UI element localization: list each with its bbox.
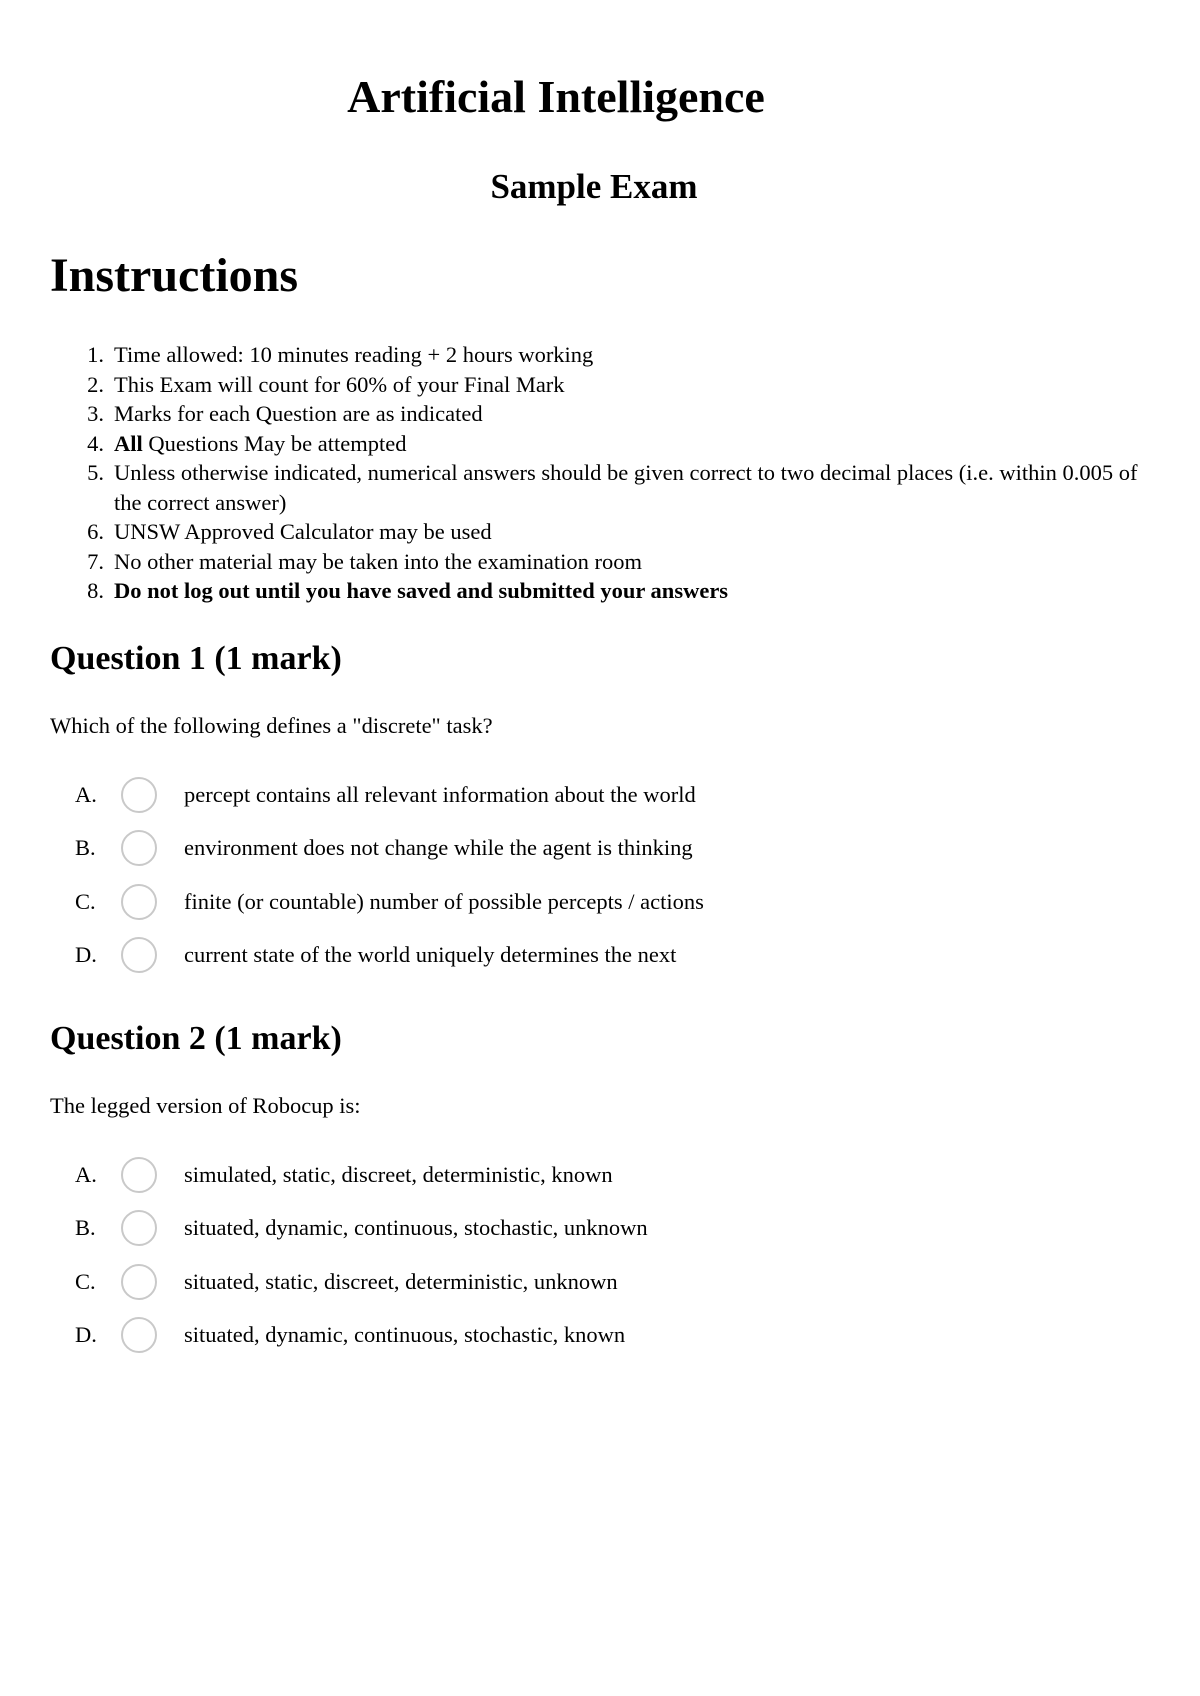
instruction-bold-lead: All — [114, 430, 143, 456]
option-text: environment does not change while the agent is thinking — [184, 835, 693, 861]
instruction-text: UNSW Approved Calculator may be used — [114, 519, 492, 544]
option-letter: C. — [75, 1268, 96, 1294]
instruction-number: 7. — [87, 548, 104, 574]
instructions-list — [50, 340, 1160, 606]
question-2-option-c[interactable] — [0, 1255, 1100, 1309]
option-letter: B. — [75, 1215, 96, 1241]
instruction-item — [50, 547, 1160, 577]
option-letter: A. — [75, 1161, 97, 1187]
instruction-item — [50, 429, 1160, 459]
instructions-heading: Instructions — [50, 249, 299, 302]
option-radio[interactable] — [121, 937, 157, 973]
question-1-option-c[interactable] — [0, 875, 1100, 929]
question-2-options — [0, 1148, 1100, 1362]
option-radio[interactable] — [121, 830, 157, 866]
instruction-item — [50, 399, 1160, 429]
option-letter: B. — [75, 835, 96, 861]
option-text: situated, static, discreet, deterministic, unknown — [184, 1268, 618, 1294]
instruction-item — [50, 517, 1160, 547]
question-2-prompt: The legged version of Robocup is: — [50, 1093, 361, 1118]
instruction-number: 5. — [87, 460, 104, 485]
instruction-text: Unless otherwise indicated, numerical answers should be given correct to two decimal places (i.e. within 0.005 of the correct answer) — [114, 460, 1138, 515]
question-2-option-a[interactable] — [0, 1148, 1100, 1202]
option-text: finite (or countable) number of possible percepts / actions — [184, 888, 704, 914]
instruction-text: Time allowed: 10 minutes reading + 2 hours working — [114, 342, 594, 367]
option-letter: C. — [75, 888, 96, 914]
instruction-number: 6. — [87, 519, 104, 544]
question-2-option-d[interactable] — [0, 1309, 1100, 1363]
instruction-text: This Exam will count for 60% of your Final Mark — [114, 371, 565, 397]
option-radio[interactable] — [121, 1210, 157, 1246]
option-radio[interactable] — [121, 1264, 157, 1300]
instruction-item — [50, 458, 1160, 517]
instruction-text — [114, 429, 1160, 459]
question-2-heading: Question 2 (1 mark) — [50, 1020, 342, 1057]
instruction-number: 3. — [87, 401, 104, 426]
option-letter: A. — [75, 781, 97, 807]
option-letter: D. — [75, 1322, 97, 1348]
question-2-option-b[interactable] — [0, 1202, 1100, 1256]
question-1-options — [0, 768, 1100, 982]
instruction-text-rest: Questions May be attempted — [142, 430, 407, 456]
option-radio[interactable] — [121, 1317, 157, 1353]
question-1-heading: Question 1 (1 mark) — [50, 640, 342, 677]
instruction-text: Marks for each Question are as indicated — [114, 401, 483, 426]
instruction-text: Do not log out until you have saved and submitted your answers — [114, 578, 729, 603]
page-title: Artificial Intelligence — [347, 71, 765, 122]
question-1-option-b[interactable] — [0, 822, 1100, 876]
option-text: percept contains all relevant information about the world — [184, 781, 696, 807]
question-1-option-a[interactable] — [0, 768, 1100, 822]
option-text: situated, dynamic, continuous, stochastic, known — [184, 1322, 626, 1348]
instruction-item — [50, 370, 1160, 400]
option-radio[interactable] — [121, 777, 157, 813]
instruction-number: 1. — [87, 342, 104, 367]
instruction-number: 8. — [87, 578, 104, 603]
question-1-option-d[interactable] — [0, 929, 1100, 983]
instruction-number: 4. — [87, 430, 104, 456]
option-text: situated, dynamic, continuous, stochastic, unknown — [184, 1215, 648, 1241]
option-letter: D. — [75, 942, 97, 968]
instruction-item — [50, 576, 1160, 606]
option-text: simulated, static, discreet, deterministic, known — [184, 1161, 613, 1187]
page-subtitle: Sample Exam — [490, 167, 698, 206]
option-radio[interactable] — [121, 1157, 157, 1193]
instruction-text: No other material may be taken into the examination room — [114, 548, 642, 574]
question-1-prompt: Which of the following defines a "discrete" task? — [50, 713, 493, 738]
instruction-number: 2. — [87, 371, 104, 397]
option-radio[interactable] — [121, 884, 157, 920]
instruction-item — [50, 340, 1160, 370]
option-text: current state of the world uniquely determines the next — [184, 942, 677, 968]
